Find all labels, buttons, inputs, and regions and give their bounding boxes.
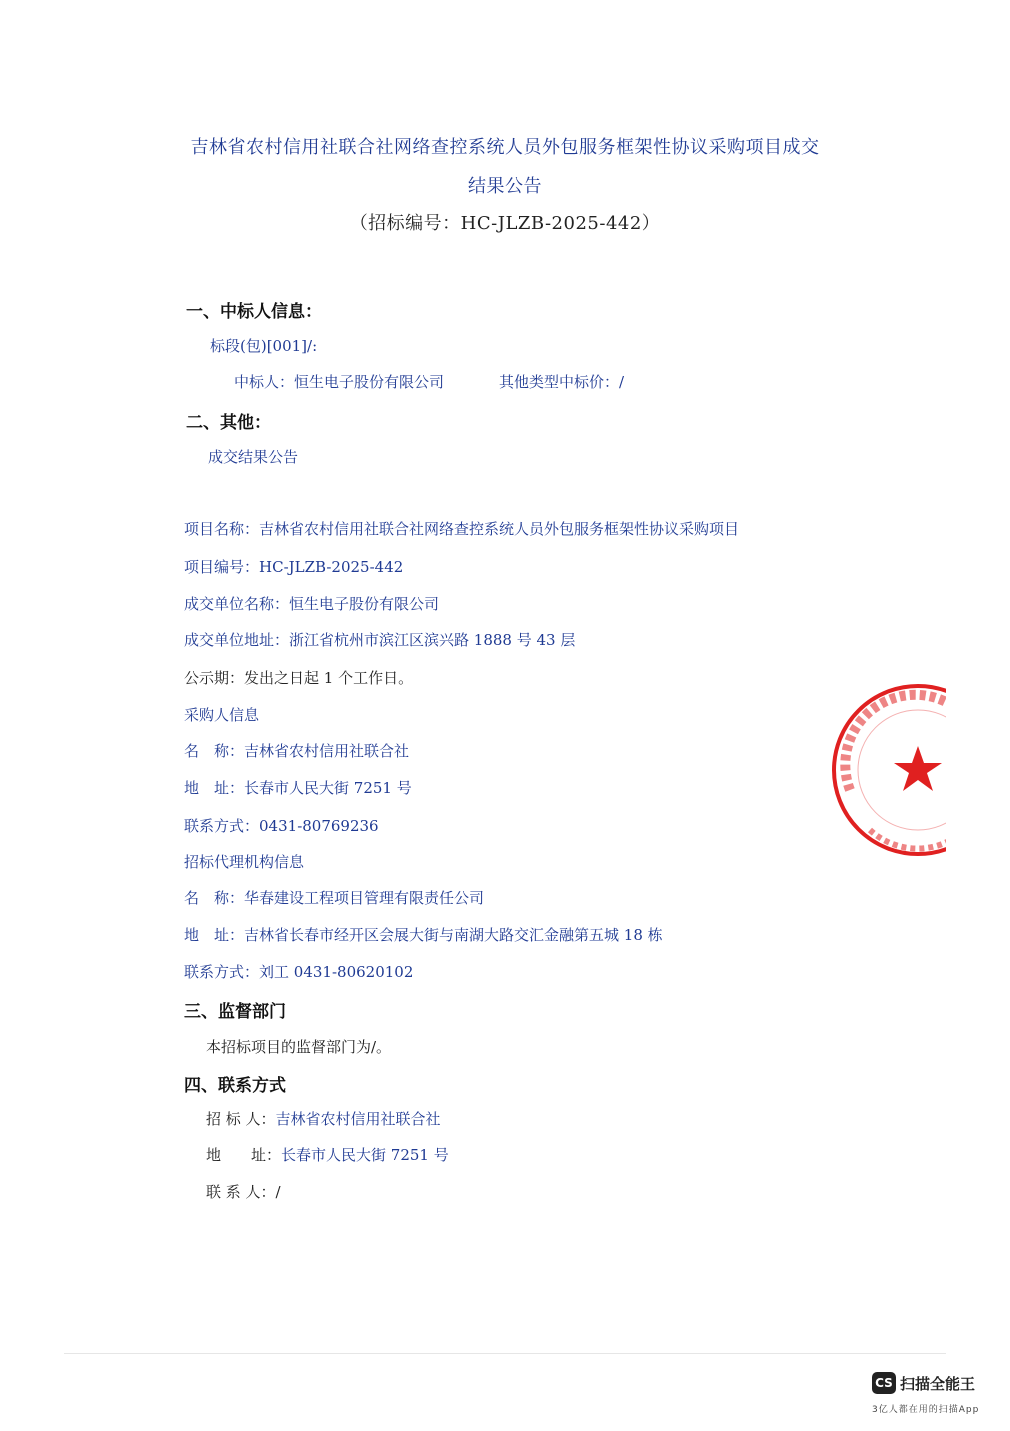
winning-price: 其他类型中标价：/ [499, 373, 625, 391]
contact-person-label: 联 系 人： [206, 1183, 276, 1201]
contact-address-row [206, 1144, 449, 1165]
agency-name-label: 名 称： [184, 889, 245, 907]
winner-label: 中标人： [234, 373, 295, 391]
project-no-value: HC-JLZB-2025-442 [259, 558, 404, 576]
camscanner-tagline: 3亿人都在用的扫描App [872, 1405, 980, 1415]
unit-address-label: 成交单位地址： [184, 631, 290, 649]
result-notice-subtitle: 成交结果公告 [208, 448, 299, 466]
purchaser-name-value: 吉林省农村信用社联合社 [244, 742, 410, 760]
winner-value: 恒生电子股份有限公司 [294, 373, 445, 391]
purchaser-name-row [184, 740, 409, 761]
project-name-label: 项目名称： [184, 520, 260, 538]
purchaser-heading: 采购人信息 [184, 706, 260, 724]
agency-address-row [184, 924, 663, 945]
supervision-text: 本招标项目的监督部门为/。 [206, 1038, 392, 1056]
section3-heading: 三、监督部门 [184, 1002, 286, 1022]
tender-number: （招标编号：HC-JLZB-2025-442） [349, 213, 661, 234]
purchaser-address-label: 地 址： [184, 779, 245, 797]
purchaser-contact-value: 0431-80769236 [259, 817, 379, 835]
document-title-line1: 吉林省农村信用社联合社网络查控系统人员外包服务框架性协议采购项目成交 [190, 137, 820, 158]
purchaser-name-label: 名 称： [184, 742, 245, 760]
project-no-label: 项目编号： [184, 558, 260, 576]
purchaser-contact-label: 联系方式： [184, 817, 260, 835]
purchaser-address-row [184, 777, 412, 798]
winner-row [234, 371, 444, 392]
tenderer-label: 招 标 人： [206, 1110, 276, 1128]
tenderer-value: 吉林省农村信用社联合社 [275, 1110, 441, 1128]
camscanner-name: 扫描全能王 [900, 1375, 976, 1393]
unit-name-label: 成交单位名称： [184, 595, 290, 613]
section1-heading: 一、中标人信息： [186, 302, 322, 322]
section4-heading: 四、联系方式 [184, 1076, 286, 1096]
section2-heading: 二、其他： [186, 413, 271, 433]
agency-contact-row [184, 961, 413, 982]
contact-address-value: 长春市人民大街 7251 号 [281, 1146, 449, 1164]
agency-heading: 招标代理机构信息 [184, 853, 305, 871]
unit-address-value: 浙江省杭州市滨江区滨兴路 1888 号 43 层 [289, 631, 576, 649]
agency-address-label: 地 址： [184, 926, 245, 944]
purchaser-address-value: 长春市人民大街 7251 号 [244, 779, 412, 797]
agency-contact-value: 刘工 0431-80620102 [259, 963, 414, 981]
notice-period-value: 发出之日起 1 个工作日。 [244, 669, 414, 687]
unit-address-row [184, 629, 575, 650]
unit-name-value: 恒生电子股份有限公司 [289, 595, 440, 613]
purchaser-contact-row [184, 815, 379, 836]
official-seal-stamp [830, 680, 946, 860]
footer-divider [64, 1353, 946, 1354]
project-no-row [184, 556, 403, 577]
agency-address-value: 吉林省长春市经开区会展大街与南湖大路交汇金融第五城 18 栋 [244, 926, 663, 944]
contact-person-row [206, 1181, 281, 1202]
notice-period-row [184, 667, 413, 688]
camscanner-logo-icon: CS [872, 1372, 896, 1394]
lot-label: 标段(包)[001]/: [210, 337, 318, 355]
contact-address-label: 地 址： [206, 1146, 282, 1164]
unit-name-row [184, 593, 439, 614]
project-name-value: 吉林省农村信用社联合社网络查控系统人员外包服务框架性协议采购项目 [259, 520, 740, 538]
contact-person-value: / [275, 1183, 281, 1201]
notice-period-label: 公示期： [184, 669, 245, 687]
project-name-row [184, 518, 739, 539]
agency-name-value: 华春建设工程项目管理有限责任公司 [244, 889, 485, 907]
agency-contact-label: 联系方式： [184, 963, 260, 981]
tenderer-row [206, 1108, 441, 1129]
document-title-line2: 结果公告 [468, 176, 542, 197]
agency-name-row [184, 887, 484, 908]
